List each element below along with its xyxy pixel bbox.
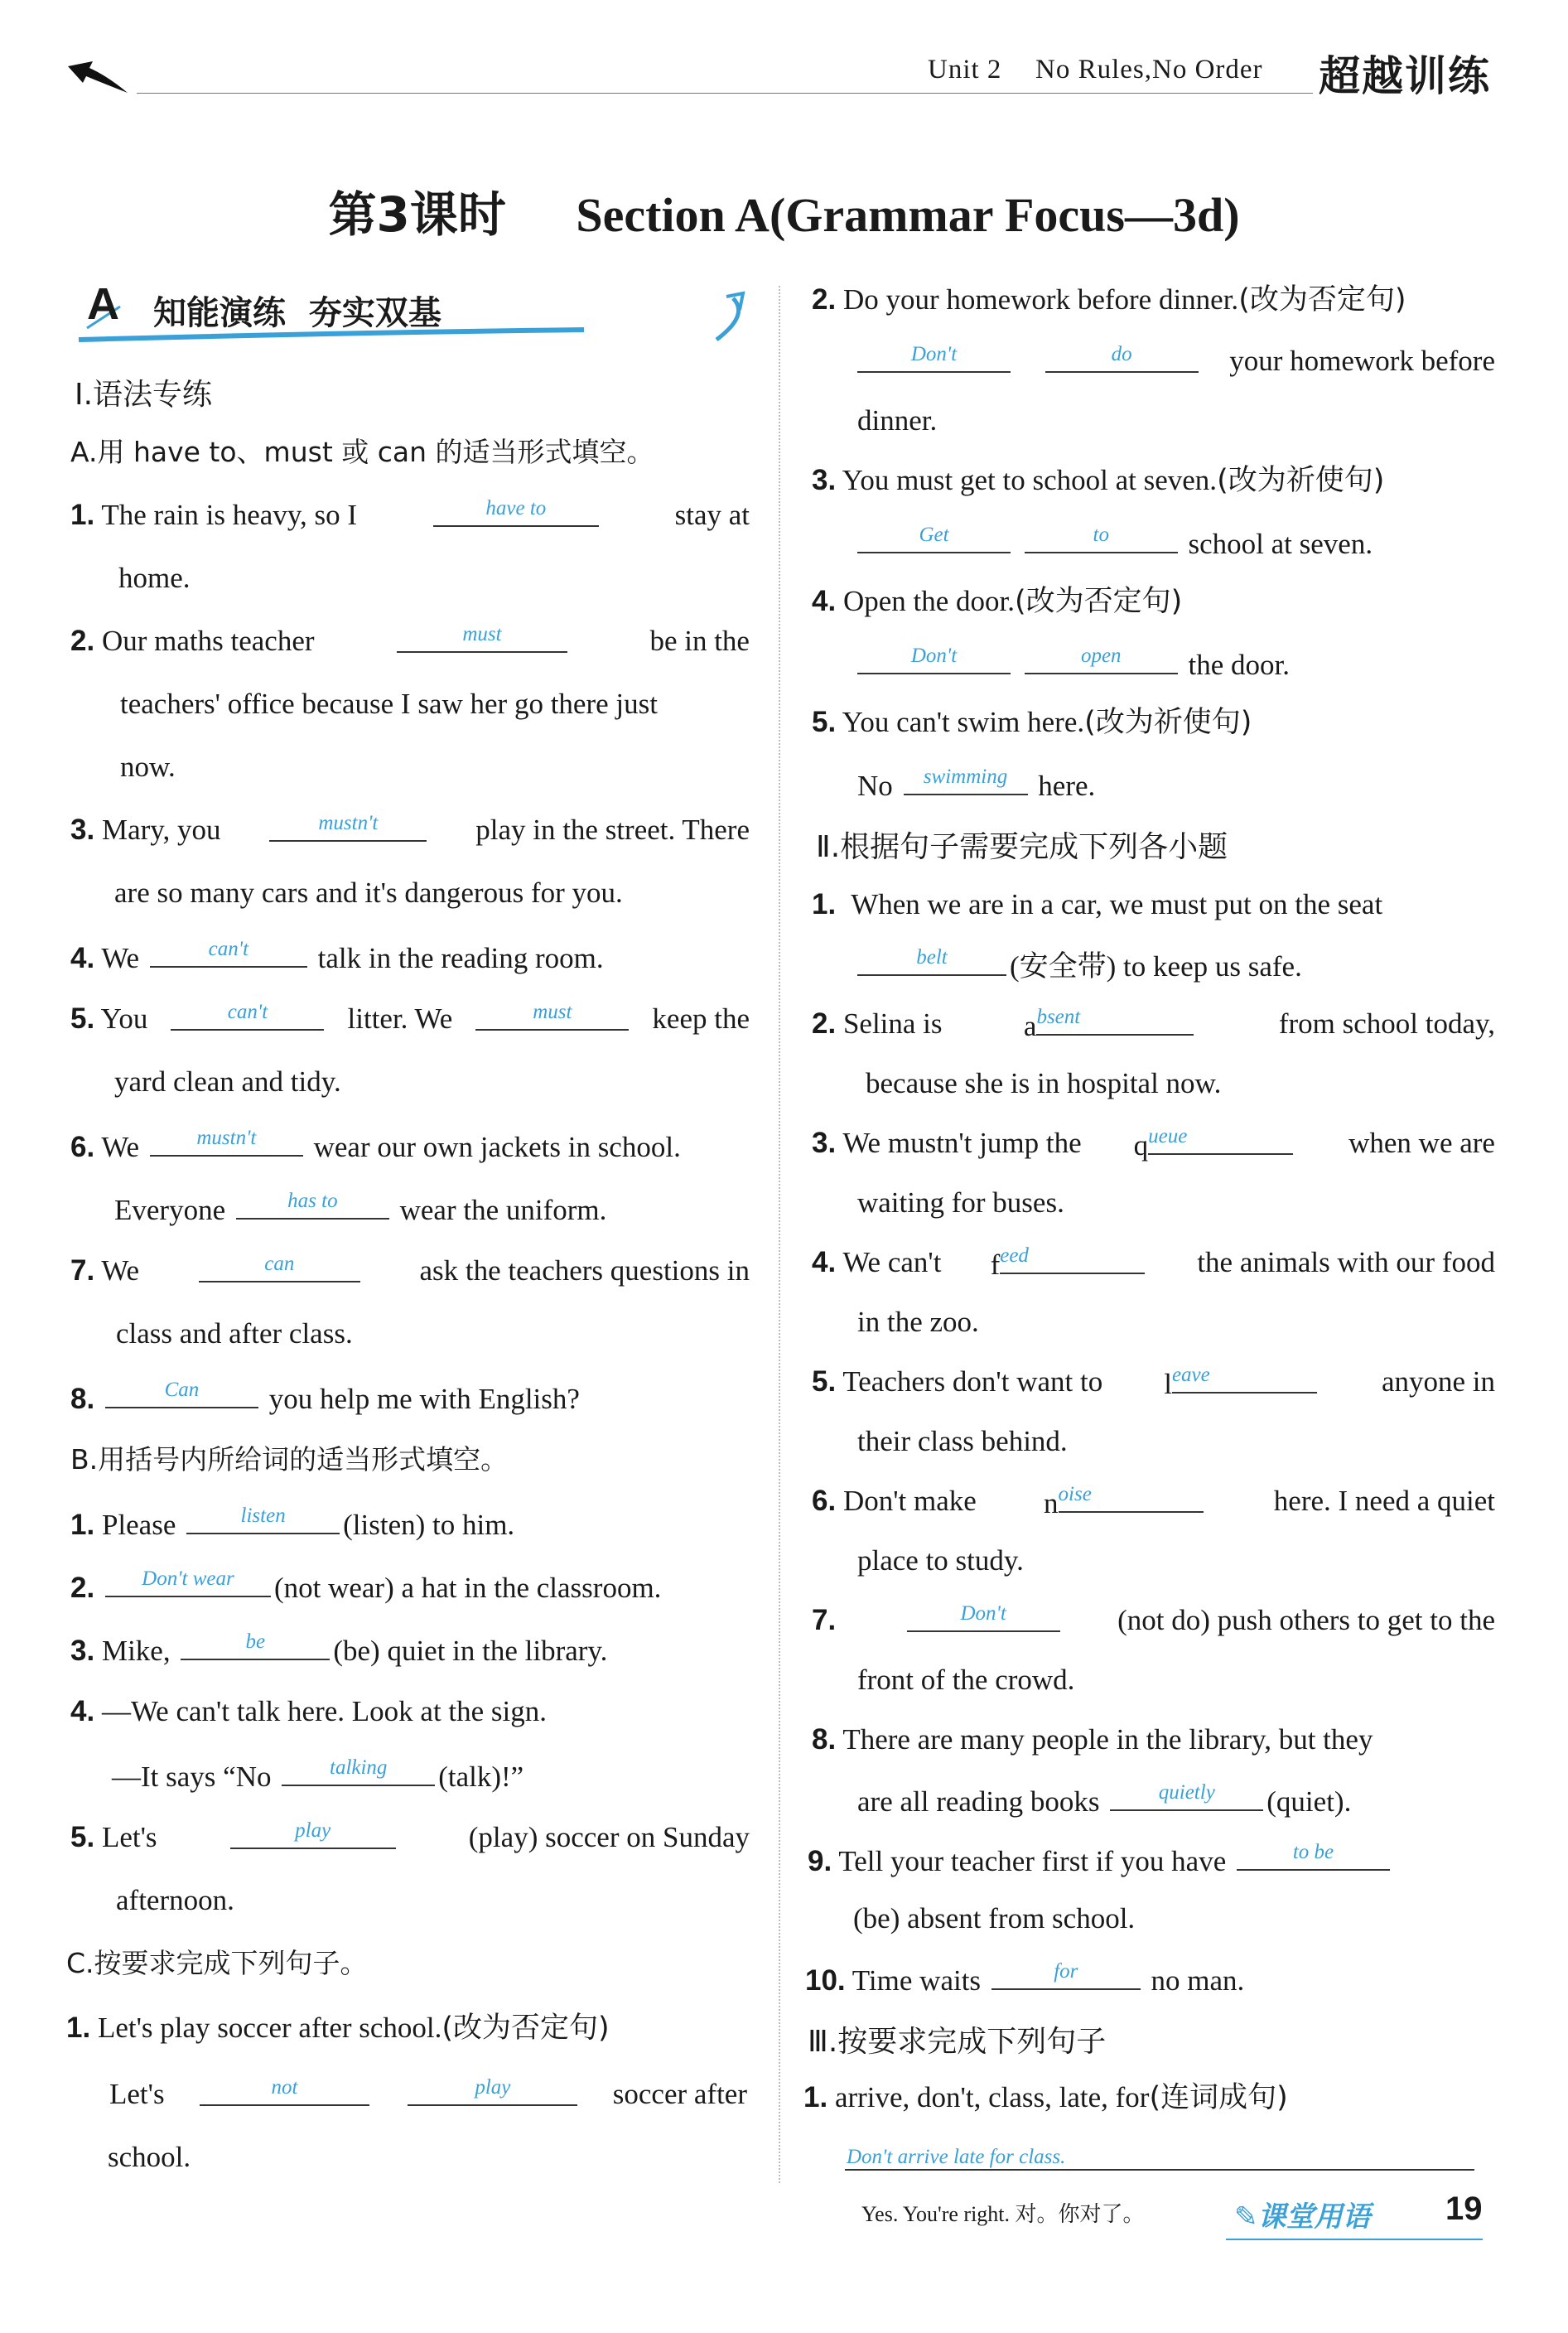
question-text: —We can't talk here. Look at the sign.	[101, 1695, 548, 1727]
question-b4	[70, 1693, 547, 1730]
question-text: Do your homework before dinner.	[842, 283, 1239, 316]
question-text: wear our own jackets in school.	[313, 1131, 681, 1163]
question-b5	[70, 1819, 750, 1856]
question-2-10	[805, 1960, 1244, 1999]
question-c2-cont	[857, 343, 1495, 379]
question-text: Teachers don't want to	[842, 1365, 1103, 1398]
header-brand: 超越训练	[1319, 52, 1491, 100]
answer-blank[interactable]	[1025, 645, 1178, 674]
question-text: no man.	[1151, 1964, 1245, 1997]
question-text: anyone in	[1381, 1365, 1495, 1398]
question-text: (be) quiet in the library.	[333, 1635, 608, 1667]
answer-blank[interactable]	[991, 1960, 1141, 1990]
part2-heading: Ⅱ.根据句子需要完成下列各小题	[816, 830, 1228, 864]
question-text: the door.	[1188, 649, 1290, 681]
question-text: (talk)!”	[438, 1761, 524, 1793]
question-c3-cont	[857, 524, 1373, 563]
page-title	[0, 176, 1568, 245]
part1-a-instruction: A.用 have to、must 或 can 的适当形式填空。	[70, 436, 654, 468]
question-c1-cont2: school.	[108, 2141, 191, 2173]
question-number: 1.	[70, 1509, 95, 1541]
question-text: ask the teachers questions in	[419, 1254, 750, 1287]
question-c2	[812, 282, 1406, 318]
answer-blank[interactable]	[1237, 1841, 1390, 1871]
lesson-label: 第3课时	[328, 186, 506, 243]
question-text: Our maths teacher	[101, 625, 315, 657]
question-b3	[70, 1630, 607, 1669]
question-a2	[70, 623, 750, 659]
question-text: (安全带) to keep us safe.	[1010, 950, 1302, 983]
part3-heading: Ⅲ.按要求完成下列句子	[808, 2025, 1107, 2059]
question-text: When we are in a car, we must put on the seat	[851, 888, 1383, 920]
question-a3	[70, 812, 750, 848]
question-text: you help me with English?	[268, 1383, 580, 1415]
question-text: wear the uniform.	[399, 1194, 607, 1226]
question-number: 5.	[812, 1365, 837, 1398]
question-number: 2.	[812, 1007, 837, 1040]
question-number: 3.	[70, 1635, 95, 1667]
answer-blank[interactable]	[904, 766, 1028, 795]
question-2-4	[812, 1244, 1495, 1283]
answer-blank[interactable]	[186, 1505, 340, 1534]
question-2-4-cont: in the zoo.	[857, 1306, 979, 1338]
question-2-8-cont	[857, 1781, 1351, 1820]
question-number: 7.	[812, 1604, 837, 1636]
question-number: 10.	[805, 1964, 846, 1997]
answer-blank[interactable]	[1110, 1781, 1263, 1811]
answer-blank[interactable]	[150, 938, 307, 968]
given-letter: n	[1044, 1487, 1059, 1519]
question-a5	[70, 1001, 750, 1037]
question-text: (play) soccer on Sunday	[468, 1821, 750, 1853]
answer-blank[interactable]	[1059, 1483, 1204, 1513]
section-label: 知能演练 夯实双基	[153, 294, 441, 332]
question-b5-cont: afternoon.	[116, 1884, 234, 1916]
question-number: 3.	[812, 464, 837, 496]
question-c4	[812, 583, 1182, 620]
question-b2	[70, 1567, 661, 1606]
question-2-7	[812, 1602, 1495, 1639]
answer-text: can't	[227, 1001, 268, 1023]
header-rule	[137, 93, 1313, 94]
footer-label	[1234, 2194, 1371, 2234]
question-text: (not do) push others to get to the	[1117, 1604, 1495, 1636]
question-2-1-cont	[857, 946, 1302, 985]
answer-blank[interactable]	[1148, 1125, 1293, 1155]
question-note: (改为祈使句)	[1084, 706, 1252, 739]
question-a8	[70, 1379, 580, 1418]
question-text: Mike,	[101, 1635, 171, 1667]
question-2-8	[812, 1722, 1373, 1758]
question-a6	[70, 1127, 681, 1166]
question-text: litter. We	[347, 1002, 453, 1035]
footer-label-text: 课堂用语	[1257, 2200, 1371, 2234]
part1-b-instruction: B.用括号内所给词的适当形式填空。	[70, 1443, 509, 1476]
question-text: We	[101, 942, 140, 974]
answer-blank[interactable]	[1000, 1244, 1145, 1274]
question-note: (改为否定句)	[441, 2012, 610, 2045]
answer-text: talking	[330, 1756, 388, 1779]
question-b4-cont	[112, 1756, 523, 1795]
answer-blank[interactable]	[397, 623, 567, 653]
answer-text: oise	[1058, 1483, 1092, 1505]
answer-text: belt	[916, 946, 948, 968]
question-a4	[70, 938, 604, 977]
question-c3	[812, 462, 1384, 499]
question-c5-cont	[857, 766, 1095, 804]
answer-text: Get	[919, 524, 949, 546]
footer-phrase: Yes. You're right. 对。你对了。	[861, 2202, 1145, 2226]
question-a6-cont	[114, 1190, 606, 1229]
question-number: 4.	[812, 585, 837, 617]
section-label: Section A(Grammar Focus—3d)	[576, 188, 1240, 242]
answer-blank[interactable]	[236, 1190, 389, 1220]
question-text: the animals with our food	[1197, 1246, 1495, 1278]
answer-text: bsent	[1036, 1006, 1081, 1028]
question-text: (listen) to him.	[343, 1509, 515, 1541]
question-2-1	[812, 886, 1495, 923]
question-number: 5.	[70, 1002, 95, 1035]
question-c1	[66, 2010, 610, 2046]
answer-text: be	[245, 1630, 266, 1653]
question-text: Tell your teacher first if you have	[838, 1845, 1227, 1877]
back-arrow-icon	[65, 55, 131, 101]
question-c5	[812, 704, 1252, 741]
answer-blank[interactable]	[857, 343, 1011, 373]
answer-text: ueue	[1148, 1125, 1188, 1147]
answer-text: can	[264, 1253, 295, 1275]
question-text: —It says “No	[112, 1761, 272, 1793]
answer-blank[interactable]	[1172, 1364, 1317, 1394]
footer-rule	[1226, 2239, 1483, 2240]
part1-c-instruction: C.按要求完成下列句子。	[66, 1947, 368, 1979]
question-number: 3.	[812, 1127, 837, 1159]
question-number: 2.	[812, 283, 837, 316]
question-a1-cont: home.	[118, 562, 191, 594]
question-number: 3.	[70, 814, 95, 846]
question-2-6	[812, 1483, 1495, 1522]
answer-text: Don't	[910, 343, 958, 365]
answer-text: Can	[164, 1379, 200, 1401]
question-text: here.	[1038, 770, 1096, 802]
question-text: stay at	[674, 499, 750, 531]
answer-blank[interactable]	[433, 497, 599, 527]
answer-blank[interactable]	[200, 2076, 369, 2106]
question-text: There are many people in the library, but they	[842, 1723, 1373, 1756]
question-text: keep the	[652, 1002, 750, 1035]
answer-text: eave	[1171, 1364, 1210, 1386]
question-number: 7.	[70, 1254, 95, 1287]
answer-text: not	[271, 2076, 298, 2099]
answer-blank[interactable]	[1045, 343, 1199, 373]
question-2-2-cont: because she is in hospital now.	[866, 1067, 1222, 1099]
answer-blank[interactable]	[907, 1602, 1060, 1632]
answer-text: mustn't	[318, 812, 379, 834]
question-text: (not wear) a hat in the classroom.	[273, 1572, 662, 1604]
question-text: Let's	[101, 1821, 157, 1853]
question-a3-cont: are so many cars and it's dangerous for you.	[114, 877, 623, 909]
question-number: 1.	[66, 2012, 91, 2044]
question-text: You	[100, 1002, 148, 1035]
question-number: 2.	[70, 1572, 95, 1604]
question-text: arrive, don't, class, late, for	[834, 2081, 1150, 2113]
question-text: We mustn't jump the	[842, 1127, 1082, 1159]
question-3-1	[803, 2079, 1288, 2116]
question-number: 9.	[808, 1845, 832, 1877]
answer-text: must	[533, 1001, 572, 1023]
answer-blank[interactable]	[1036, 1006, 1194, 1036]
question-2-5	[812, 1364, 1495, 1403]
question-number: 8.	[70, 1383, 95, 1415]
question-number: 4.	[812, 1246, 837, 1278]
question-number: 1.	[803, 2081, 828, 2113]
question-text: your homework before	[1229, 345, 1495, 377]
question-text: Selina is	[842, 1007, 943, 1040]
answer-text: have to	[485, 497, 547, 519]
answer-text: listen	[240, 1505, 286, 1527]
question-2-5-cont: their class behind.	[857, 1425, 1068, 1457]
header-unit: Unit 2	[928, 55, 1002, 85]
answer-text: to be	[1292, 1841, 1334, 1863]
given-letter: l	[1164, 1368, 1172, 1400]
answer-blank[interactable]	[282, 1756, 435, 1786]
answer-blank[interactable]	[408, 2076, 577, 2106]
answer-line[interactable]	[845, 2136, 1474, 2171]
section-banner	[70, 279, 750, 348]
answer-blank[interactable]	[105, 1379, 258, 1408]
answer-text: do	[1111, 343, 1132, 365]
question-text: here. I need a quiet	[1273, 1485, 1495, 1517]
question-text: We can't	[842, 1246, 942, 1278]
question-note: (改为否定句)	[1238, 283, 1406, 316]
answer-blank[interactable]	[269, 812, 427, 842]
question-text: You can't swim here.	[842, 706, 1085, 738]
answer-blank[interactable]	[857, 524, 1011, 553]
question-text: be in the	[649, 625, 750, 657]
question-b1	[70, 1505, 514, 1543]
question-2-3	[812, 1125, 1495, 1164]
question-2-9	[808, 1841, 1393, 1880]
given-letter: q	[1133, 1129, 1149, 1162]
question-number: 1.	[70, 499, 95, 531]
question-text: Please	[101, 1509, 176, 1541]
answer-text: for	[1054, 1960, 1078, 1983]
question-text: play in the street. There	[475, 814, 750, 846]
question-text: school at seven.	[1188, 528, 1373, 560]
question-2-2	[812, 1006, 1495, 1045]
question-text: are all reading books	[857, 1785, 1100, 1818]
question-a7	[70, 1253, 750, 1289]
question-c2-cont2: dinner.	[857, 404, 938, 437]
answer-text: eed	[1000, 1244, 1029, 1267]
question-a1	[70, 497, 750, 534]
answer-blank[interactable]	[857, 645, 1011, 674]
answer-text: to	[1093, 524, 1109, 546]
question-2-7-cont: front of the crowd.	[857, 1664, 1075, 1696]
question-c4-cont	[857, 645, 1290, 683]
given-letter: a	[1023, 1010, 1037, 1042]
section-letter: A	[87, 279, 119, 329]
question-number: 4.	[70, 942, 95, 974]
question-number: 5.	[812, 706, 837, 738]
question-c1-cont	[109, 2076, 747, 2113]
question-text: soccer after	[612, 2078, 747, 2110]
question-text: Everyone	[114, 1194, 226, 1226]
question-number: 6.	[70, 1131, 95, 1163]
question-number: 4.	[70, 1695, 95, 1727]
question-text: from school today,	[1278, 1007, 1495, 1040]
question-a5-cont: yard clean and tidy.	[114, 1065, 341, 1098]
question-2-3-cont: waiting for buses.	[857, 1186, 1064, 1219]
question-text: Don't make	[842, 1485, 977, 1517]
question-number: 2.	[70, 625, 95, 657]
question-a7-cont: class and after class.	[116, 1317, 353, 1350]
question-text: Let's	[109, 2078, 165, 2110]
answer-text: play	[295, 1819, 331, 1842]
question-a2-cont: teachers' office because I saw her go there just	[120, 688, 658, 720]
answer-text: mustn't	[196, 1127, 257, 1149]
question-text: We	[101, 1131, 140, 1163]
question-number: 8.	[812, 1723, 837, 1756]
question-number: 1.	[812, 888, 837, 920]
question-note: (改为祈使句)	[1217, 464, 1385, 497]
pen-icon: ✎	[1234, 2200, 1258, 2234]
answer-text: Don't wear	[142, 1567, 234, 1590]
answer-blank[interactable]	[1025, 524, 1178, 553]
question-text: when we are	[1348, 1127, 1495, 1159]
question-text: (quiet).	[1266, 1785, 1352, 1818]
answer-text: Don't	[910, 645, 958, 667]
answer-text: can't	[208, 938, 249, 960]
question-text: You must get to school at seven.	[842, 464, 1218, 496]
answer-blank[interactable]	[105, 1567, 271, 1597]
question-2-9-cont: (be) absent from school.	[853, 1902, 1136, 1935]
column-divider	[779, 286, 780, 2183]
part1-heading: Ⅰ.语法专练	[75, 378, 213, 412]
question-text: Time waits	[852, 1964, 982, 1997]
question-text: The rain is heavy, so I	[101, 499, 358, 531]
answer-text: swimming	[923, 766, 1008, 788]
question-2-6-cont: place to study.	[857, 1544, 1024, 1577]
question-text: talk in the reading room.	[317, 942, 604, 974]
question-note: (改为否定句)	[1015, 585, 1183, 618]
answer-text: must	[462, 623, 502, 645]
answer-text: quietly	[1158, 1781, 1215, 1804]
question-number: 6.	[812, 1485, 837, 1517]
header-unit-title: No Rules,No Order	[1035, 55, 1263, 85]
question-a2-cont2: now.	[120, 751, 176, 783]
answer-text: Don't	[960, 1602, 1006, 1625]
question-text: No	[857, 770, 893, 802]
question-number: 5.	[70, 1821, 95, 1853]
answer-text: play	[475, 2076, 511, 2099]
answer-blank[interactable]	[171, 1001, 324, 1031]
answer-blank[interactable]	[475, 1001, 629, 1031]
answer-blank[interactable]	[199, 1253, 360, 1282]
answer-blank[interactable]	[181, 1630, 330, 1660]
answer-blank[interactable]	[230, 1819, 396, 1849]
answer-text: Don't arrive late for class.	[847, 2146, 1066, 2168]
given-letter: f	[990, 1249, 1001, 1281]
answer-blank[interactable]	[857, 946, 1006, 976]
answer-blank[interactable]	[150, 1127, 303, 1157]
question-text: We	[101, 1254, 140, 1287]
answer-text: has to	[287, 1190, 338, 1212]
question-text: Mary, you	[101, 814, 221, 846]
question-text: Let's play soccer after school.	[97, 2012, 442, 2044]
page-number: 19	[1445, 2191, 1483, 2227]
question-text: Open the door.	[842, 585, 1015, 617]
answer-text: open	[1080, 645, 1122, 667]
question-note: (连词成句)	[1149, 2081, 1288, 2114]
